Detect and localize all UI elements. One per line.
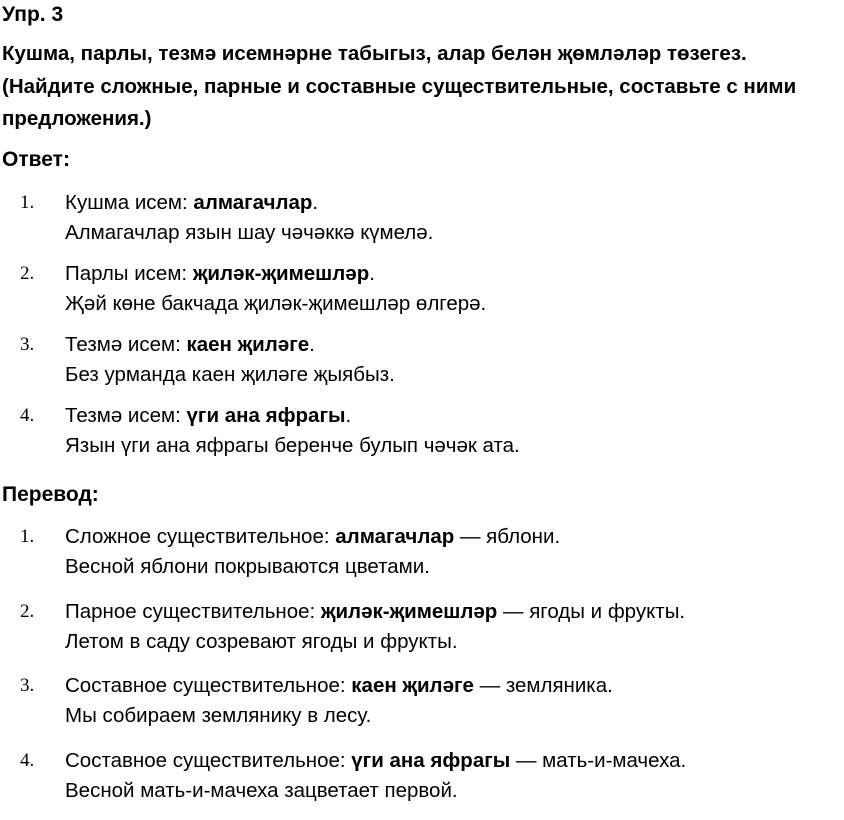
term-word: үги ана яфрагы bbox=[186, 404, 346, 427]
answer-term-line bbox=[65, 259, 844, 289]
answers-heading: Ответ: bbox=[2, 148, 70, 171]
item-number: 4. bbox=[20, 405, 35, 426]
term-suffix: . bbox=[369, 262, 375, 285]
term-kind: Кушма исем: bbox=[65, 191, 194, 214]
item-number: 3. bbox=[20, 675, 35, 696]
term-meaning: — мать-и-мачеха. bbox=[510, 748, 687, 772]
term-kind: Парлы исем: bbox=[65, 262, 193, 285]
example-sentence: Без урманда каен җиләге җыябыз. bbox=[65, 363, 395, 386]
item-number: 1. bbox=[20, 526, 35, 547]
answer-item bbox=[0, 401, 844, 461]
translated-sentence: Летом в саду созревают ягоды и фрукты. bbox=[65, 629, 458, 653]
translation-item bbox=[0, 746, 844, 806]
exercise-title: Упр. 3 bbox=[2, 3, 64, 26]
term-kind: Составное существительное: bbox=[65, 674, 352, 697]
term-meaning: — ягоды и фрукты. bbox=[497, 599, 686, 623]
item-number: 2. bbox=[20, 600, 35, 622]
term-word: үги ана яфрагы bbox=[351, 748, 511, 772]
term-word: алмагачлар bbox=[335, 525, 455, 548]
answer-item bbox=[0, 330, 844, 390]
term-meaning: — яблони. bbox=[454, 525, 561, 548]
term-word: җиләк-җимешләр bbox=[192, 262, 370, 285]
example-sentence: Алмагачлар язын шау чәчәккә күмелә. bbox=[65, 221, 434, 244]
translation-term-line bbox=[65, 671, 844, 701]
translation-item bbox=[0, 671, 844, 731]
translation-list bbox=[0, 522, 844, 820]
answer-term-line bbox=[65, 188, 844, 218]
term-suffix: . bbox=[312, 191, 319, 214]
example-sentence: Җәй көне бакчада җиләк-җимешләр өлгерә. bbox=[65, 292, 487, 315]
example-sentence: Язын үги ана яфрагы беренче булып чәчәк ата. bbox=[65, 434, 520, 457]
term-suffix: . bbox=[345, 404, 352, 427]
answer-term-line bbox=[65, 401, 844, 431]
answer-item bbox=[0, 188, 844, 248]
answer-term-line bbox=[65, 330, 844, 360]
translated-sentence: Весной яблони покрываются цветами. bbox=[65, 555, 430, 578]
term-word: алмагачлар bbox=[193, 191, 313, 214]
term-word: җиләк-җимешләр bbox=[320, 599, 498, 623]
translation-term-line bbox=[65, 597, 844, 627]
translation-item bbox=[0, 597, 844, 657]
term-word: каен җиләге bbox=[186, 333, 310, 356]
translated-sentence: Мы собираем землянику в лесу. bbox=[65, 704, 372, 727]
answers-list bbox=[0, 188, 844, 472]
answer-item bbox=[0, 259, 844, 319]
term-suffix: . bbox=[309, 333, 315, 356]
exercise-task: Кушма, парлы, тезмә исемнәрне табыгыз, алар белән җөмләләр төзегез. (Найдите сложные, парные и составные существительные, составьте с ними предложения.) bbox=[2, 42, 797, 130]
term-kind: Тезмә исем: bbox=[65, 404, 187, 427]
term-meaning: — земляника. bbox=[473, 674, 613, 697]
term-word: каен җиләге bbox=[351, 674, 474, 697]
term-kind: Тезмә исем: bbox=[65, 333, 187, 356]
term-kind: Сложное существительное: bbox=[65, 525, 336, 548]
term-kind: Составное существительное: bbox=[65, 748, 352, 772]
translation-term-line bbox=[65, 522, 844, 552]
item-number: 4. bbox=[20, 749, 35, 771]
translation-item bbox=[0, 522, 844, 582]
item-number: 1. bbox=[20, 192, 35, 213]
translation-term-line bbox=[65, 746, 844, 776]
translated-sentence: Весной мать-и-мачеха зацветает первой. bbox=[65, 778, 458, 802]
translation-heading: Перевод: bbox=[2, 483, 99, 506]
item-number: 3. bbox=[20, 334, 35, 355]
term-kind: Парное существительное: bbox=[65, 599, 321, 623]
item-number: 2. bbox=[20, 263, 35, 284]
